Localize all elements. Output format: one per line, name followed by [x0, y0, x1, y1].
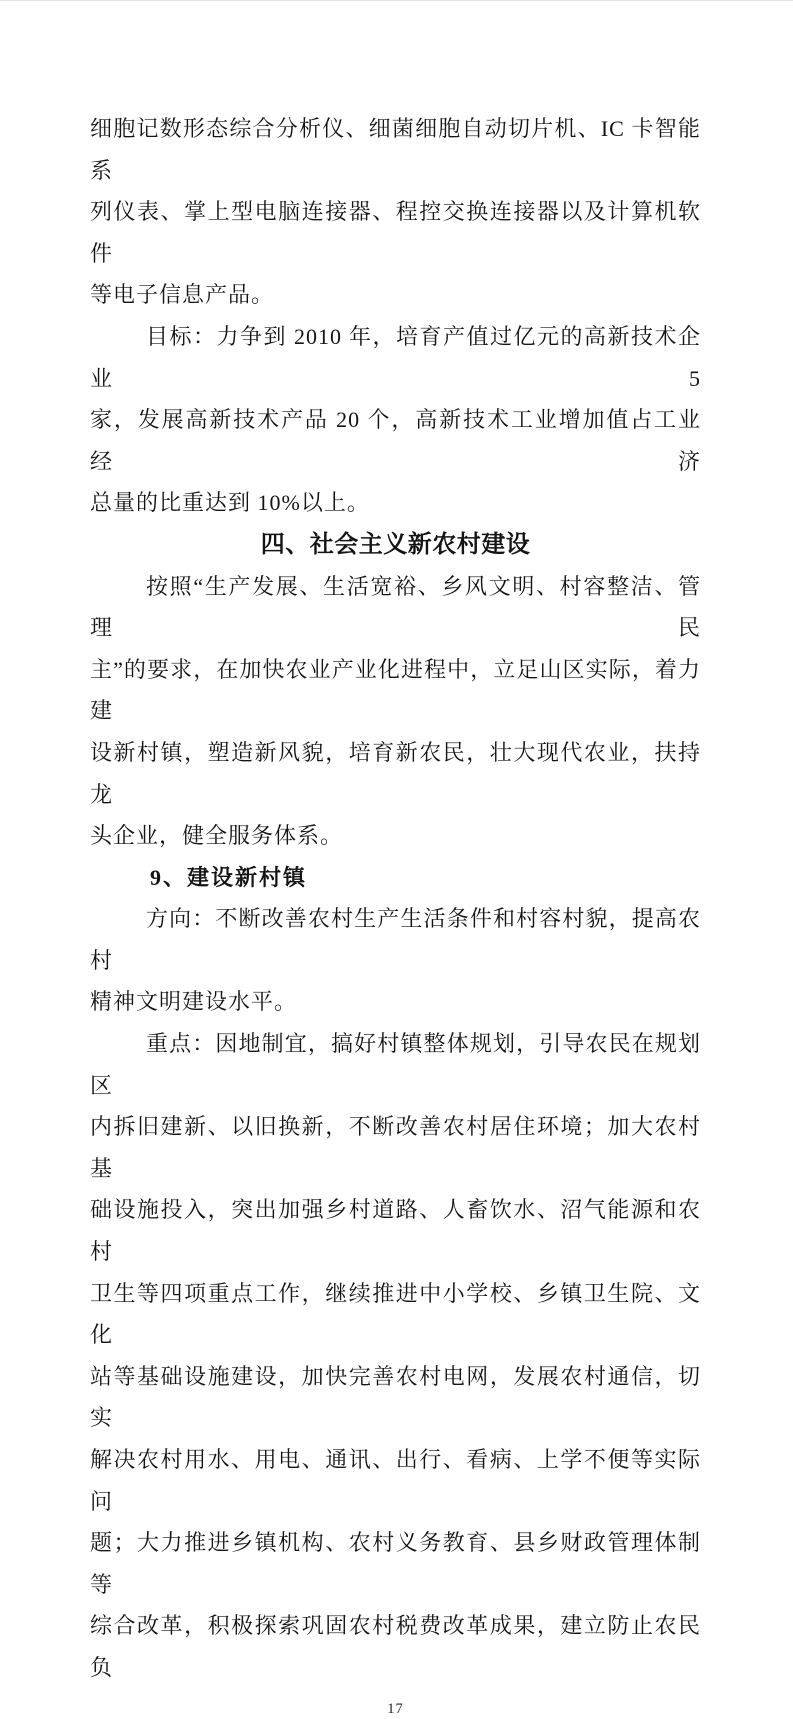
text-line: 站等基础设施建设，加快完善农村电网，发展农村通信，切实 — [90, 1363, 701, 1431]
text-line: 按照“生产发展、生活宽裕、乡风文明、村容整洁、管理民 — [90, 573, 701, 641]
text-line: 头企业，健全服务体系。 — [90, 823, 344, 849]
text-line: 重点：因地制宜，搞好村镇整体规划，引导农民在规划区 — [90, 1031, 701, 1098]
paragraph-electronics — [90, 108, 701, 316]
text-line: 方向：不断改善农村生产生活条件和村容村貌，提高农村 — [90, 906, 701, 973]
text-line: 细胞记数形态综合分析仪、细菌细胞自动切片机、IC 卡智能系 — [90, 116, 701, 183]
text-line: 内拆旧建新、以旧换新，不断改善农村居住环境；加大农村基 — [90, 1114, 701, 1181]
paragraph-key-points — [90, 1023, 701, 1689]
text-line: 精神文明建设水平。 — [90, 989, 298, 1015]
paragraph-goal — [90, 316, 701, 524]
text-line: 解决农村用水、用电、通讯、出行、看病、上学不便等实际问 — [90, 1447, 701, 1514]
text-line: 题；大力推进乡镇机构、农村义务教育、县乡财政管理体制等 — [90, 1530, 701, 1597]
text-line: 础设施投入，突出加强乡村道路、人畜饮水、沼气能源和农村 — [90, 1197, 701, 1265]
text-line: 列仪表、掌上型电脑连接器、程控交换连接器以及计算机软件 — [90, 199, 701, 266]
text-line: 设新村镇，塑造新风貌，培育新农民，壮大现代农业，扶持龙 — [90, 739, 701, 807]
page-top-edge — [0, 0, 793, 1]
text-line: 目标：力争到 2010 年，培育产值过亿元的高新技术企业 5 — [90, 323, 701, 391]
text-line: 主”的要求，在加快农业产业化进程中，立足山区实际，着力建 — [90, 656, 701, 724]
text-line: 家，发展高新技术产品 20 个，高新技术工业增加值占工业经济 — [90, 407, 701, 474]
text-line: 卫生等四项重点工作，继续推进中小学校、乡镇卫生院、文化 — [90, 1280, 701, 1348]
paragraph-direction — [90, 898, 701, 1023]
text-line: 总量的比重达到 10%以上。 — [90, 490, 370, 516]
subsection-heading-build-new-villages: 9、建设新村镇 — [150, 864, 308, 890]
text-line: 等电子信息产品。 — [90, 282, 275, 308]
text-line: 综合改革，积极探索巩固农村税费改革成果，建立防止农民负 — [90, 1613, 701, 1680]
page-footer — [90, 1699, 701, 1719]
page-number: 17 — [387, 1700, 404, 1717]
section-heading-new-countryside: 四、社会主义新农村建设 — [260, 530, 531, 558]
paragraph-requirements — [90, 566, 701, 857]
